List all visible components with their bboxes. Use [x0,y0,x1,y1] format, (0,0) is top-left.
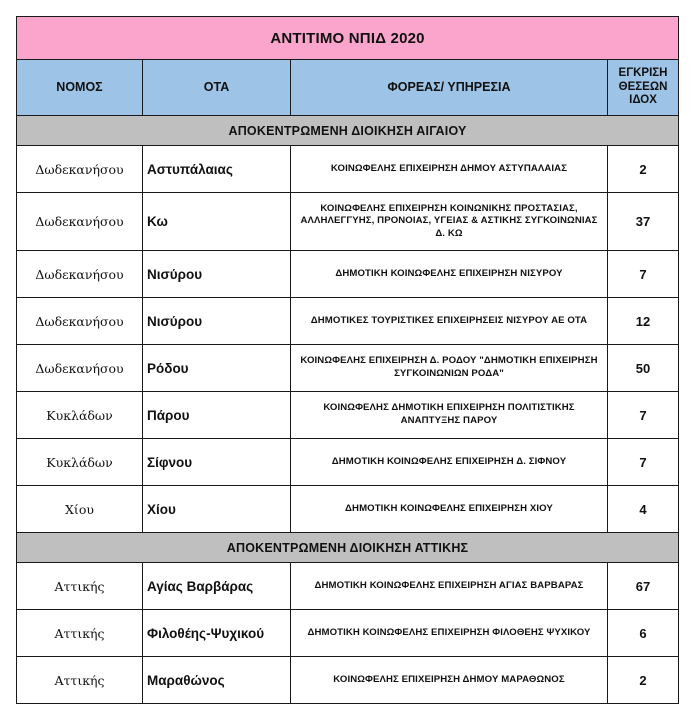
cell-nomos: Αττικής [17,657,143,704]
cell-egkrisi-theseon-idoh: 50 [608,345,679,392]
cell-ota: Πάρου [143,392,291,439]
document-title: ΑΝΤΙΤΙΜΟ ΝΠΙΔ 2020 [17,17,679,60]
cell-ota: Κω [143,193,291,251]
section-heading: ΑΠΟΚΕΝΤΡΩΜΕΝΗ ΔΙΟΙΚΗΣΗ ΑΙΓΑΙΟΥ [17,116,679,146]
table-row [17,146,679,193]
cell-foreas: ΚΟΙΝΩΦΕΛΗΣ ΕΠΙΧΕΙΡΗΣΗ ΔΗΜΟΥ ΑΣΤΥΠΑΛΑΙΑΣ [291,146,608,193]
cell-egkrisi-theseon-idoh: 7 [608,251,679,298]
column-header-row [17,60,679,116]
cell-nomos: Κυκλάδων [17,392,143,439]
antitimo-npid-table [16,16,679,704]
cell-foreas: ΚΟΙΝΩΦΕΛΗΣ ΕΠΙΧΕΙΡΗΣΗ ΔΗΜΟΥ ΜΑΡΑΘΩΝΟΣ [291,657,608,704]
cell-ota: Φιλοθέης-Ψυχικού [143,610,291,657]
title-row [17,17,679,60]
cell-ota: Μαραθώνος [143,657,291,704]
section-heading: ΑΠΟΚΕΝΤΡΩΜΕΝΗ ΔΙΟΙΚΗΣΗ ΑΤΤΙΚΗΣ [17,533,679,563]
table-row [17,392,679,439]
cell-nomos: Δωδεκανήσου [17,345,143,392]
table-row [17,610,679,657]
cell-egkrisi-theseon-idoh: 12 [608,298,679,345]
cell-egkrisi-theseon-idoh: 7 [608,439,679,486]
column-header-ota: ΟΤΑ [143,60,291,116]
cell-foreas: ΔΗΜΟΤΙΚΗ ΚΟΙΝΩΦΕΛΗΣ ΕΠΙΧΕΙΡΗΣΗ ΦΙΛΟΘΕΗΣ ΨΥΧΙΚΟΥ [291,610,608,657]
cell-foreas: ΔΗΜΟΤΙΚΗ ΚΟΙΝΩΦΕΛΗΣ ΕΠΙΧΕΙΡΗΣΗ ΑΓΙΑΣ ΒΑΡΒΑΡΑΣ [291,563,608,610]
table-row [17,345,679,392]
cell-egkrisi-theseon-idoh: 7 [608,392,679,439]
cell-ota: Νισύρου [143,298,291,345]
section-header-row [17,116,679,146]
cell-ota: Νισύρου [143,251,291,298]
cell-foreas: ΚΟΙΝΩΦΕΛΗΣ ΕΠΙΧΕΙΡΗΣΗ ΚΟΙΝΩΝΙΚΗΣ ΠΡΟΣΤΑΣΙΑΣ, ΑΛΛΗΛΕΓΓΥΗΣ, ΠΡΟΝΟΙΑΣ, ΥΓΕΙΑΣ & ΑΣΤΙΚΗΣ ΣΥΓΚΟΙΝΩΝΙΑΣ Δ. ΚΩ [291,193,608,251]
section-header-row [17,533,679,563]
cell-nomos: Αττικής [17,610,143,657]
cell-foreas: ΚΟΙΝΩΦΕΛΗΣ ΕΠΙΧΕΙΡΗΣΗ Δ. ΡΟΔΟΥ "ΔΗΜΟΤΙΚΗ ΕΠΙΧΕΙΡΗΣΗ ΣΥΓΚΟΙΝΩΝΙΩΝ ΡΟΔΑ" [291,345,608,392]
cell-nomos: Δωδεκανήσου [17,298,143,345]
table-row [17,486,679,533]
cell-egkrisi-theseon-idoh: 6 [608,610,679,657]
table-row [17,439,679,486]
cell-nomos: Χίου [17,486,143,533]
table-row [17,193,679,251]
table-row [17,563,679,610]
cell-nomos: Δωδεκανήσου [17,251,143,298]
cell-ota: Σίφνου [143,439,291,486]
cell-ota: Ρόδου [143,345,291,392]
cell-egkrisi-theseon-idoh: 4 [608,486,679,533]
cell-foreas: ΔΗΜΟΤΙΚΗ ΚΟΙΝΩΦΕΛΗΣ ΕΠΙΧΕΙΡΗΣΗ Δ. ΣΙΦΝΟΥ [291,439,608,486]
cell-egkrisi-theseon-idoh: 2 [608,146,679,193]
cell-ota: Αγίας Βαρβάρας [143,563,291,610]
cell-nomos: Δωδεκανήσου [17,146,143,193]
column-header-nomos: ΝΟΜΟΣ [17,60,143,116]
cell-egkrisi-theseon-idoh: 2 [608,657,679,704]
cell-foreas: ΔΗΜΟΤΙΚΕΣ ΤΟΥΡΙΣΤΙΚΕΣ ΕΠΙΧΕΙΡΗΣΕΙΣ ΝΙΣΥΡΟΥ ΑΕ ΟΤΑ [291,298,608,345]
column-header-egkrisi: ΕΓΚΡΙΣΗ ΘΕΣΕΩΝ ΙΔΟΧ [608,60,679,116]
table-row [17,298,679,345]
cell-egkrisi-theseon-idoh: 67 [608,563,679,610]
cell-foreas: ΚΟΙΝΩΦΕΛΗΣ ΔΗΜΟΤΙΚΗ ΕΠΙΧΕΙΡΗΣΗ ΠΟΛΙΤΙΣΤΙΚΗΣ ΑΝΑΠΤΥΞΗΣ ΠΑΡΟΥ [291,392,608,439]
cell-foreas: ΔΗΜΟΤΙΚΗ ΚΟΙΝΩΦΕΛΗΣ ΕΠΙΧΕΙΡΗΣΗ ΧΙΟΥ [291,486,608,533]
cell-foreas: ΔΗΜΟΤΙΚΗ ΚΟΙΝΩΦΕΛΗΣ ΕΠΙΧΕΙΡΗΣΗ ΝΙΣΥΡΟΥ [291,251,608,298]
cell-ota: Αστυπάλαιας [143,146,291,193]
table-row [17,657,679,704]
cell-nomos: Δωδεκανήσου [17,193,143,251]
table-row [17,251,679,298]
antitimo-npid-table-sheet [16,16,678,704]
cell-nomos: Αττικής [17,563,143,610]
cell-nomos: Κυκλάδων [17,439,143,486]
cell-ota: Χίου [143,486,291,533]
cell-egkrisi-theseon-idoh: 37 [608,193,679,251]
column-header-foreas: ΦΟΡΕΑΣ/ ΥΠΗΡΕΣΙΑ [291,60,608,116]
